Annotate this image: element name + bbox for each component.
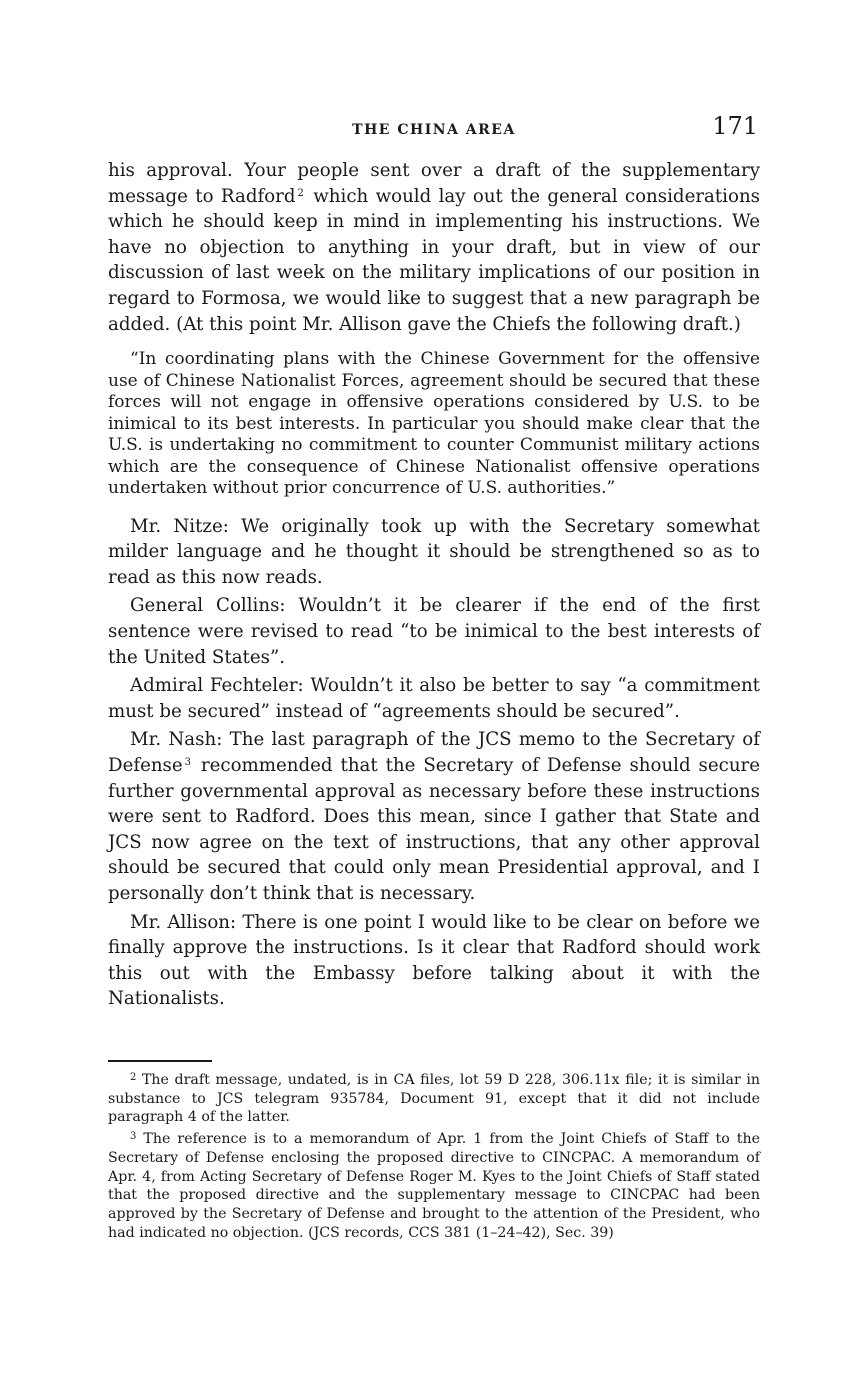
footnote-text: The reference is to a memorandum of Apr. 1 from the Joint Chiefs of Staff to the Secretary of Defense enclosing the proposed directive to CINCPAC. A memorandum of Apr. 4, from Acting Secretary of Defense Roger M. Kyes to the Joint Chiefs of Staff stated that the proposed directive and the supplementary message to CINCPAC had been approved by the Secretary of Defense and brought to the attention of the President, who had indicated no objection. (JCS records, CCS 381 (1–24–42), Sec. 39) <box>108 1131 760 1241</box>
footnote-reference: 3 <box>184 757 192 768</box>
paragraph-text: which would lay out the general considerations which he should keep in mind in implementing his instructions. We have no objection to anything in your draft, but in view of our discussion of last week on the military implications of our position in regard to Formosa, we would like to suggest that a new paragraph be added. (At this point Mr. Allison gave the Chiefs the following draft.) <box>108 185 760 335</box>
paragraph-collins: General Collins: Wouldn’t it be clearer if the end of the first sentence were revised to read “to be inimical to the best interests of the United States”. <box>108 595 760 668</box>
footnote-reference: 2 <box>297 187 304 199</box>
main-text <box>108 158 760 1012</box>
paragraph-text: his approval. Your people sent over a draft of the supplementary message to Radford <box>108 160 760 207</box>
running-head: THE CHINA AREA <box>352 122 516 138</box>
footnote-text: The draft message, undated, is in CA files, lot 59 D 228, 306.11x file; it is similar in substance to JCS telegram 935784, Document 91, except that it did not include paragraph 4 of the latter. <box>108 1072 760 1126</box>
paragraph-nash <box>108 727 760 906</box>
footnote-mark: 2 <box>130 1072 137 1083</box>
footnotes <box>108 1071 760 1242</box>
footnote <box>108 1130 760 1242</box>
footnote-mark: 3 <box>130 1131 137 1143</box>
paragraph-nitze: Mr. Nitze: We originally took up with the Secretary somewhat milder language and he thought it should be strengthened so as to read as this now reads. <box>108 515 760 588</box>
paragraph-text: recommended that the Secretary of Defense should secure further governmental approval as necessary before these instructions were sent to Radford. Does this mean, since I gather that State and JCS now agree on the text of instructions, that any other approval should be secured that could only mean Presidential approval, and I personally don’t think that is necessary. <box>108 755 760 904</box>
paragraph-allison: Mr. Allison: There is one point I would like to be clear on before we finally approve the instructions. Is it clear that Radford should work this out with the Embassy before talking about it with the Nationalists. <box>108 911 760 1010</box>
paragraph-text: Mr. Nash: The last paragraph of the JCS memo to the Secretary of Defense <box>108 729 760 776</box>
footnote-divider <box>108 1060 212 1062</box>
block-quote: “In coordinating plans with the Chinese Government for the offensive use of Chinese Nationalist Forces, agreement should be secured that these forces will not engage in offensive operations considered by U.S. to be inimical to its best interests. In particular you should make clear that the U.S. is undertaking no commitment to counter Communist military actions which are the consequence of Chinese Nationalist offensive operations undertaken without prior concurrence of U.S. authorities.” <box>108 349 760 499</box>
paragraph-fechteler: Admiral Fechteler: Wouldn’t it also be better to say “a commitment must be secured” instead of “agreements should be secured”. <box>108 675 760 722</box>
page-header <box>108 112 760 144</box>
footnote <box>108 1071 760 1127</box>
paragraph-continued <box>108 158 760 337</box>
page-number: 171 <box>712 112 758 140</box>
